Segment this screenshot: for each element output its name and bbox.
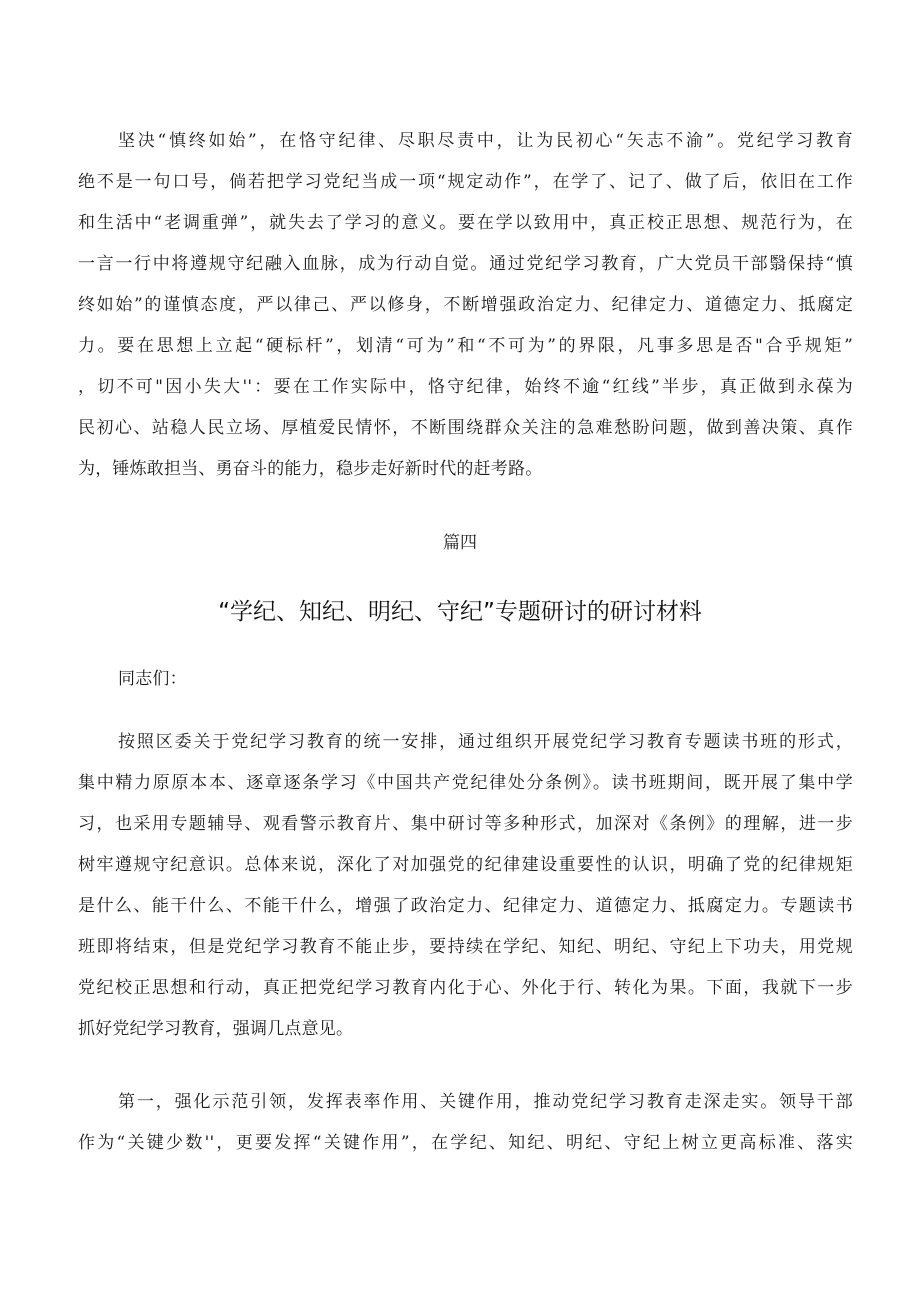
paragraph-1-line-6: 力。要在思想上立起“硬标杆”，划清“可为”和“不可为”的界限，凡事多思是否"合乎规矩” bbox=[78, 336, 853, 356]
paragraph-1-line-3: 和生活中“老调重弹”，就失去了学习的意义。要在学以致用中，真正校正思想、规范行为，在 bbox=[78, 213, 853, 233]
paragraph-2-line-6: 班即将结束，但是党纪学习教育不能止步，要持续在学纪、知纪、明纪、守纪上下功夫，用党规 bbox=[78, 937, 853, 957]
section-label: 篇四 bbox=[443, 533, 477, 553]
paragraph-2-line-5: 是什么、能干什么、不能干什么，增强了政治定力、纪律定力、道德定力、抵腐定力。专题读书 bbox=[78, 896, 853, 916]
salutation: 同志们： bbox=[118, 669, 187, 689]
paragraph-3-line-1: 第一，强化示范引领，发挥表率作用、关键作用，推动党纪学习教育走深走实。领导干部 bbox=[118, 1092, 853, 1112]
paragraph-1-line-8: 民初心、站稳人民立场、厚植爱民情怀，不断围绕群众关注的急难愁盼问题，做到善决策、真作 bbox=[78, 418, 853, 438]
paragraph-1-line-2: 绝不是一句口号，倘若把学习党纪当成一项“规定动作”，在学了、记了、做了后，依旧在工作 bbox=[78, 172, 853, 192]
document-title: “学纪、知纪、明纪、守纪”专题研讨的研讨材料 bbox=[218, 599, 702, 625]
paragraph-2-line-8: 抓好党纪学习教育，强调几点意见。 bbox=[78, 1019, 354, 1039]
paragraph-1-line-7: ，切不可"因小失大''：要在工作实际中，恪守纪律，始终不逾“红线”半步，真正做到永葆为 bbox=[78, 377, 853, 397]
paragraph-3-line-2: 作为“关键少数''，更要发挥“关键作用”，在学纪、知纪、明纪、守纪上树立更高标准、落实 bbox=[78, 1133, 853, 1153]
paragraph-1-line-9: 为，锤炼敢担当、勇奋斗的能力，稳步走好新时代的赶考路。 bbox=[78, 459, 543, 479]
paragraph-2-line-3: 习，也采用专题辅导、观看警示教育片、集中研讨等多种形式，加深对《条例》的理解，进一步 bbox=[78, 814, 853, 834]
paragraph-1-line-4: 一言一行中将遵规守纪融入血脉，成为行动自觉。通过党纪学习教育，广大党员干部翳保持“慎 bbox=[78, 254, 853, 274]
paragraph-2-line-1: 按照区委关于党纪学习教育的统一安排，通过组织开展党纪学习教育专题读书班的形式， bbox=[118, 732, 853, 752]
paragraph-1-line-1: 坚决“慎终如始”，在恪守纪律、尽职尽责中，让为民初心“矢志不渝”。党纪学习教育 bbox=[118, 131, 853, 151]
paragraph-2-line-2: 集中精力原原本本、逐章逐条学习《中国共产党纪律处分条例》。读书班期间，既开展了集中学 bbox=[78, 773, 853, 793]
paragraph-2-line-7: 党纪校正思想和行动，真正把党纪学习教育内化于心、外化于行、转化为果。下面，我就下一步 bbox=[78, 978, 853, 998]
paragraph-2-line-4: 树牢遵规守纪意识。总体来说，深化了对加强党的纪律建设重要性的认识，明确了党的纪律规矩 bbox=[78, 855, 853, 875]
paragraph-1-line-5: 终如始”的谨慎态度，严以律己、严以修身，不断增强政治定力、纪律定力、道德定力、抵腐定 bbox=[78, 295, 853, 315]
